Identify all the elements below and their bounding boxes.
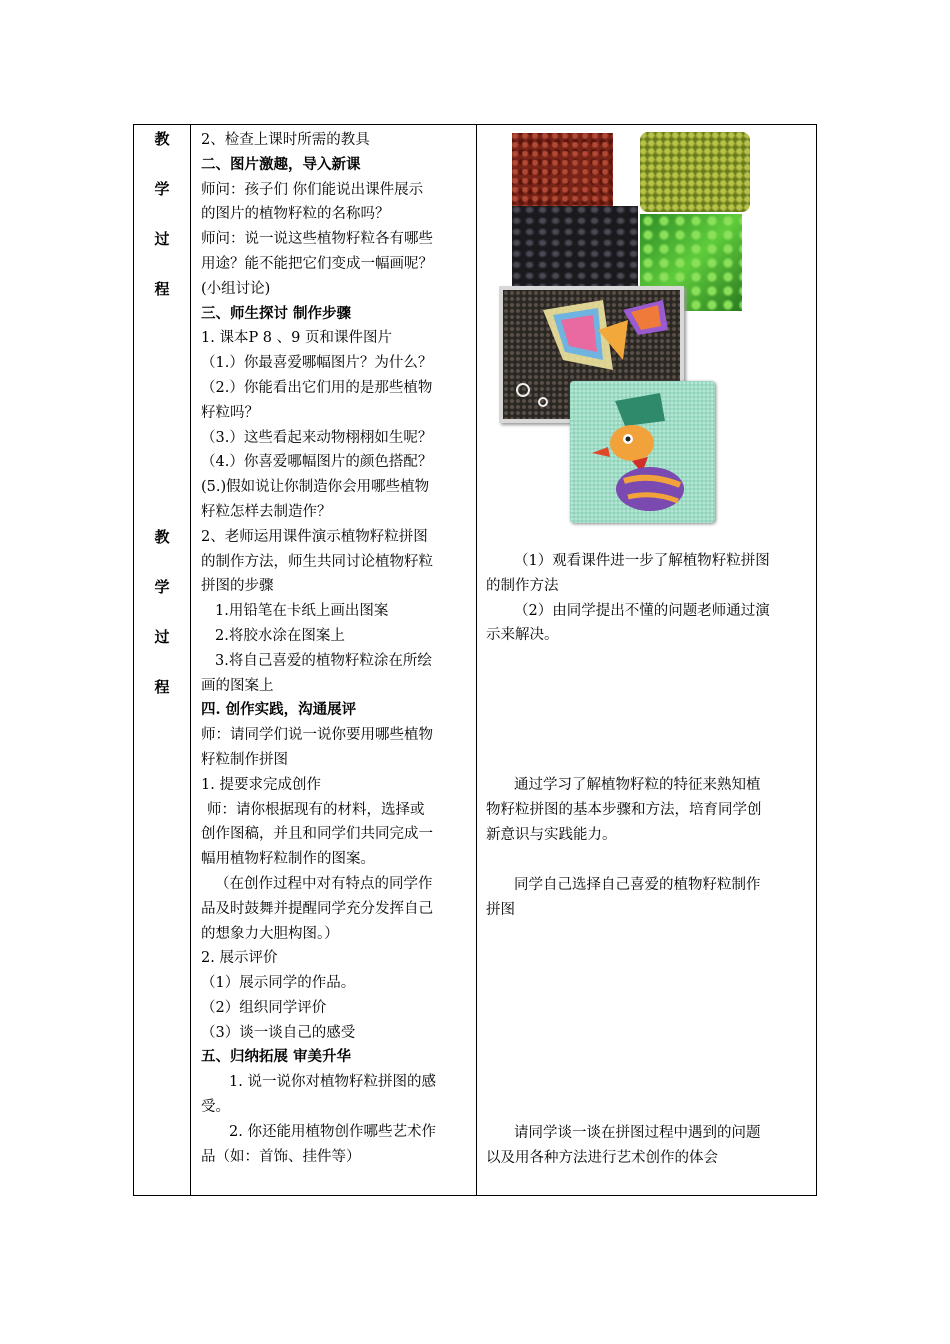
teacher-line: （在创作过程中对有特点的同学作	[215, 875, 433, 892]
teacher-line: 2、老师运用课件演示植物籽粒拼图	[201, 528, 428, 545]
teacher-line: 五、归纳拓展 审美升华	[201, 1048, 352, 1066]
teacher-line: (小组讨论)	[201, 280, 271, 297]
teacher-line: 师问：孩子们 你们能说出课件展示	[201, 181, 424, 198]
teacher-line: 受。	[201, 1099, 230, 1116]
student-block-1: （1）观看课件进一步了解植物籽粒拼图 的制作方法 （2）由同学提出不懂的问题老师通过演 示来解决。	[486, 553, 770, 644]
side-label-lower: 教 学 过 程	[154, 528, 170, 696]
side-label-upper: 教 学 过 程	[154, 130, 170, 298]
teacher-line: 幅用植物籽粒制作的图案。	[201, 851, 375, 868]
teacher-line: 的制作方法，师生共同讨论植物籽粒	[201, 553, 433, 570]
mung-bean-photo	[640, 132, 750, 212]
teacher-line: （1.）你最喜爱哪幅图片？为什么？	[201, 355, 433, 372]
teacher-line: 2. 你还能用植物创作哪些艺术作	[229, 1123, 436, 1140]
teacher-line: 籽粒怎样去制造作？	[201, 503, 332, 520]
teacher-activity-column	[201, 128, 541, 1169]
teacher-line: 的想象力大胆构图。）	[201, 925, 339, 942]
teacher-line: 三、师生探讨 制作步骤	[201, 304, 352, 322]
teacher-line: 画的图案上	[201, 677, 274, 694]
duck-mosaic-art	[570, 381, 715, 523]
teacher-line: 品及时鼓舞并提醒同学充分发挥自己	[201, 900, 433, 917]
black-bean-photo	[512, 206, 638, 286]
teacher-line: 1.用铅笔在卡纸上画出图案	[215, 603, 389, 620]
teacher-line: （1）展示同学的作品。	[201, 975, 356, 992]
teacher-line: （3）谈一谈自己的感受	[201, 1024, 356, 1041]
teacher-line: 品（如：首饰、挂件等）	[201, 1148, 361, 1165]
teacher-line: 2.将胶水涂在图案上	[215, 627, 345, 644]
teacher-line: 3.将自己喜爱的植物籽粒涂在所绘	[215, 652, 432, 669]
duck-seed-mosaic	[570, 381, 715, 523]
teacher-line: 2. 展示评价	[201, 950, 278, 967]
teacher-line: （2.）你能看出它们用的是那些植物	[201, 379, 433, 396]
red-bean-photo	[512, 133, 613, 208]
teacher-line: 师问：说一说这些植物籽粒各有哪些	[201, 231, 433, 248]
student-block-4: 请同学谈一谈在拼图过程中遇到的问题 以及用各种方法进行艺术创作的体会	[486, 1125, 761, 1166]
teacher-line: （3.）这些看起来动物栩栩如生呢？	[201, 429, 433, 446]
teacher-line: 拼图的步骤	[201, 578, 274, 595]
teacher-line: 创作图稿，并且和同学们共同完成一	[201, 826, 433, 843]
teacher-line: 的图片的植物籽粒的名称吗？	[201, 206, 390, 223]
teacher-line: 四. 创作实践，沟通展评	[201, 701, 357, 719]
teacher-line: 1. 说一说你对植物籽粒拼图的感	[229, 1074, 436, 1091]
teacher-line: 用途？能不能把它们变成一幅画呢？	[201, 255, 433, 272]
teacher-line: 师：请同学们说一说你要用哪些植物	[201, 727, 433, 744]
teacher-line: 师：请你根据现有的材料，选择或	[207, 801, 425, 818]
teacher-line: （2）组织同学评价	[201, 999, 327, 1016]
student-block-3: 同学自己选择自己喜爱的植物籽粒制作 拼图	[486, 877, 761, 918]
column-divider-1	[190, 125, 191, 1195]
teacher-line: 籽粒吗？	[201, 404, 259, 421]
teacher-line: 二、图片激趣，导入新课	[201, 155, 361, 173]
teacher-line: 2、检查上课时所需的教具	[201, 132, 370, 148]
student-block-2: 通过学习了解植物籽粒的特征来熟知植 物籽粒拼图的基本步骤和方法，培育同学创 新意识与实践能力。	[486, 777, 762, 843]
teacher-line: 1. 课本P 8 、9 页和课件图片	[201, 330, 392, 347]
teacher-line: 籽粒制作拼图	[201, 751, 288, 768]
teacher-line: (5.)假如说让你制造你会用哪些植物	[201, 479, 430, 496]
teacher-line: （4.）你喜爱哪幅图片的颜色搭配？	[201, 454, 433, 471]
teacher-line: 1. 提要求完成创作	[201, 776, 321, 793]
